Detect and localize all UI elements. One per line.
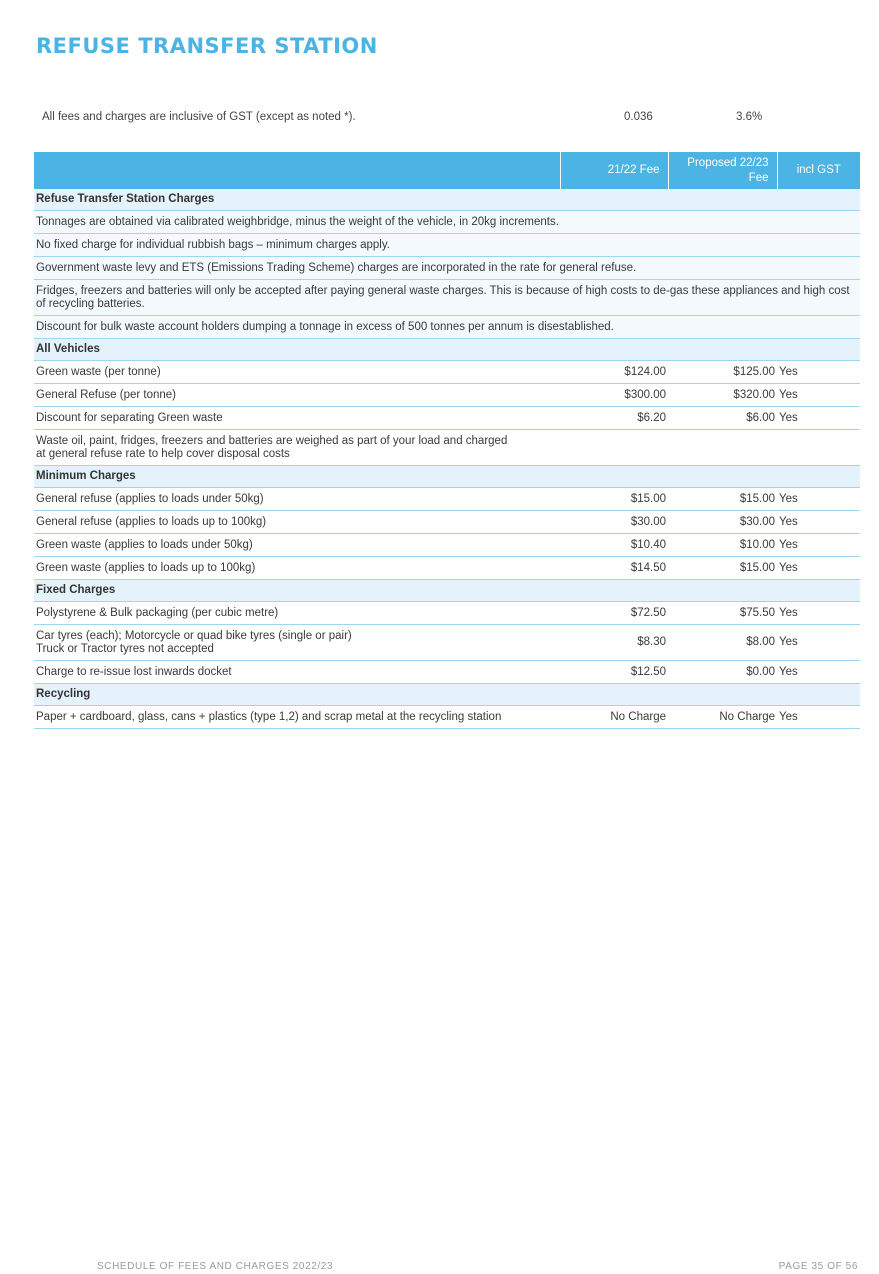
fee-2122: $6.20 <box>560 407 668 430</box>
header-description <box>34 152 560 189</box>
fee-description: Polystyrene & Bulk packaging (per cubic metre) <box>34 602 560 625</box>
gst-note <box>42 111 862 127</box>
section-title: Recycling <box>34 684 860 706</box>
fee-description: Waste oil, paint, fridges, freezers and batteries are weighed as part of your load and charged at general refuse rate to help cover disposal costs <box>34 430 560 466</box>
fee-description: Green waste (applies to loads up to 100kg) <box>34 557 560 580</box>
fee-2122: $8.30 <box>560 625 668 661</box>
note-row <box>34 257 860 280</box>
incl-gst: Yes <box>777 488 860 511</box>
header-fee-2122: 21/22 Fee <box>560 152 668 189</box>
section-header-row <box>34 684 860 706</box>
fee-proposed-2223: $15.00 <box>668 557 777 580</box>
fee-proposed-2223: $0.00 <box>668 661 777 684</box>
incl-gst: Yes <box>777 384 860 407</box>
fee-2122: $300.00 <box>560 384 668 407</box>
fee-proposed-2223 <box>668 430 777 466</box>
fee-proposed-2223: $10.00 <box>668 534 777 557</box>
table-row <box>34 625 860 661</box>
fee-description: Green waste (per tonne) <box>34 361 560 384</box>
fee-2122: No Charge <box>560 706 668 729</box>
fee-2122: $15.00 <box>560 488 668 511</box>
header-incl-gst: incl GST <box>777 152 860 189</box>
section-title: Refuse Transfer Station Charges <box>34 189 860 211</box>
fee-description: General Refuse (per tonne) <box>34 384 560 407</box>
table-row <box>34 706 860 729</box>
fee-description: Green waste (applies to loads under 50kg) <box>34 534 560 557</box>
fee-2122: $10.40 <box>560 534 668 557</box>
fee-2122 <box>560 430 668 466</box>
note-text: No fixed charge for individual rubbish bags – minimum charges apply. <box>34 234 860 257</box>
section-title: Fixed Charges <box>34 580 860 602</box>
table-row <box>34 602 860 625</box>
section-header-row <box>34 580 860 602</box>
incl-gst: Yes <box>777 534 860 557</box>
table-row <box>34 430 860 466</box>
note-text: Tonnages are obtained via calibrated weighbridge, minus the weight of the vehicle, in 20kg increments. <box>34 211 860 234</box>
gst-rate: 0.036 <box>624 111 653 123</box>
fee-description: Charge to re-issue lost inwards docket <box>34 661 560 684</box>
fee-proposed-2223: $125.00 <box>668 361 777 384</box>
table-header-row <box>34 152 860 189</box>
table-row <box>34 534 860 557</box>
fee-proposed-2223: $15.00 <box>668 488 777 511</box>
section-header-row <box>34 466 860 488</box>
section-header-row <box>34 339 860 361</box>
note-row <box>34 211 860 234</box>
note-row <box>34 280 860 316</box>
fee-description: General refuse (applies to loads up to 100kg) <box>34 511 560 534</box>
incl-gst: Yes <box>777 602 860 625</box>
table-row <box>34 488 860 511</box>
incl-gst: Yes <box>777 361 860 384</box>
table-row <box>34 511 860 534</box>
incl-gst: Yes <box>777 706 860 729</box>
table-row <box>34 361 860 384</box>
fee-proposed-2223: $320.00 <box>668 384 777 407</box>
footer-page-number: PAGE 35 OF 56 <box>778 1261 858 1272</box>
incl-gst: Yes <box>777 557 860 580</box>
fee-proposed-2223: No Charge <box>668 706 777 729</box>
page-title: REFUSE TRANSFER STATION <box>36 34 378 58</box>
table-row <box>34 384 860 407</box>
header-proposed-fee-2223: Proposed 22/23 Fee <box>668 152 777 189</box>
footer-document-title: SCHEDULE OF FEES AND CHARGES 2022/23 <box>97 1261 334 1272</box>
fee-description: Paper + cardboard, glass, cans + plastics (type 1,2) and scrap metal at the recycling station <box>34 706 560 729</box>
fee-proposed-2223: $8.00 <box>668 625 777 661</box>
fee-proposed-2223: $6.00 <box>668 407 777 430</box>
fee-2122: $72.50 <box>560 602 668 625</box>
note-row <box>34 316 860 339</box>
fee-2122: $124.00 <box>560 361 668 384</box>
gst-note-text: All fees and charges are inclusive of GST (except as noted *). <box>42 111 356 123</box>
fee-description: General refuse (applies to loads under 50kg) <box>34 488 560 511</box>
fee-proposed-2223: $75.50 <box>668 602 777 625</box>
note-text: Discount for bulk waste account holders dumping a tonnage in excess of 500 tonnes per annum is disestablished. <box>34 316 860 339</box>
section-header-row <box>34 189 860 211</box>
note-text: Fridges, freezers and batteries will only be accepted after paying general waste charges. This is because of high costs to de-gas these appliances and high cost of recycling batteries. <box>34 280 860 316</box>
section-title: Minimum Charges <box>34 466 860 488</box>
fee-2122: $14.50 <box>560 557 668 580</box>
incl-gst <box>777 430 860 466</box>
incl-gst: Yes <box>777 625 860 661</box>
fee-description: Car tyres (each); Motorcycle or quad bike tyres (single or pair) Truck or Tractor tyres not accepted <box>34 625 560 661</box>
incl-gst: Yes <box>777 661 860 684</box>
fee-2122: $30.00 <box>560 511 668 534</box>
fees-table <box>34 152 860 729</box>
table-row <box>34 661 860 684</box>
incl-gst: Yes <box>777 511 860 534</box>
incl-gst: Yes <box>777 407 860 430</box>
note-text: Government waste levy and ETS (Emissions Trading Scheme) charges are incorporated in the rate for general refuse. <box>34 257 860 280</box>
fee-description: Discount for separating Green waste <box>34 407 560 430</box>
gst-percent: 3.6% <box>736 111 763 123</box>
table-row <box>34 557 860 580</box>
table-row <box>34 407 860 430</box>
fee-2122: $12.50 <box>560 661 668 684</box>
note-row <box>34 234 860 257</box>
section-title: All Vehicles <box>34 339 860 361</box>
fee-proposed-2223: $30.00 <box>668 511 777 534</box>
fees-table-body <box>34 189 860 729</box>
